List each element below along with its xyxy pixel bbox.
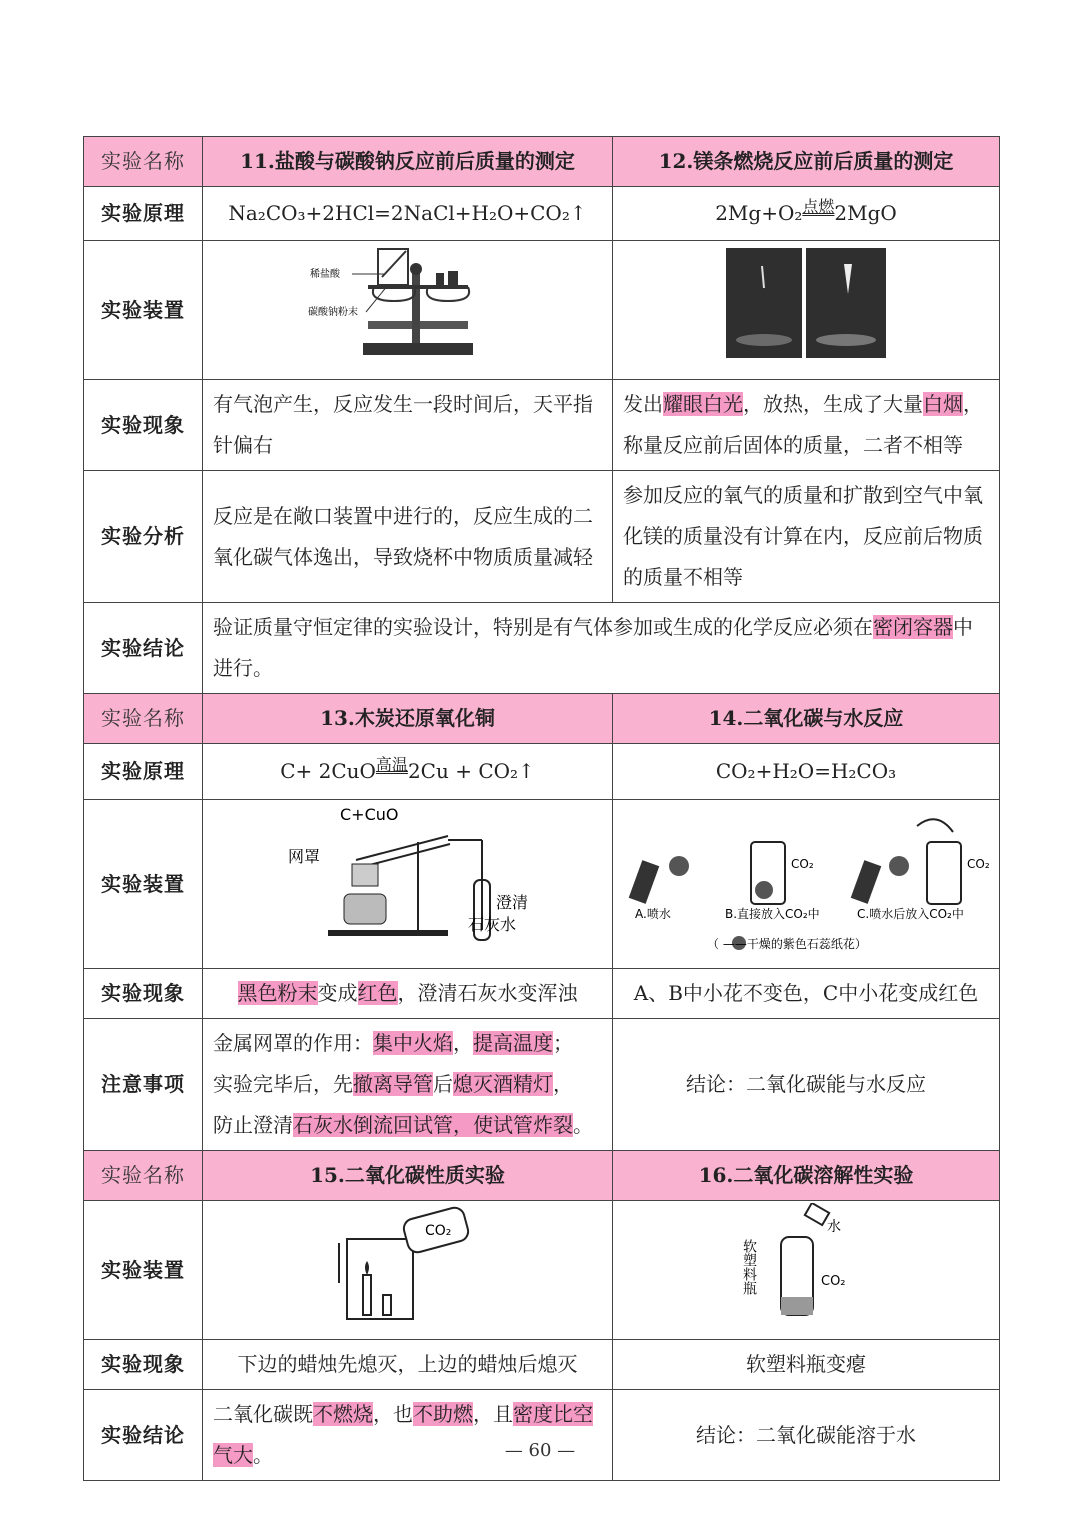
row-label-analysis: 实验分析 bbox=[84, 471, 203, 603]
exp11-equation: Na₂CO₃+2HCl=2NaCl+H₂O+CO₂↑ bbox=[203, 187, 613, 241]
label-mesh: 网罩 bbox=[287, 847, 320, 866]
apparatus-row-13-14 bbox=[84, 800, 1000, 969]
co2-water-diagram bbox=[621, 802, 991, 952]
experiment-table bbox=[83, 136, 1000, 1481]
flower-a bbox=[669, 856, 689, 876]
notes-row-13-14 bbox=[84, 1019, 1000, 1151]
row-label-apparatus: 实验装置 bbox=[84, 241, 203, 380]
exp12-title: 12.镁条燃烧反应前后质量的测定 bbox=[613, 137, 1000, 187]
arrow-icon bbox=[917, 819, 953, 832]
conclusion-row-11-12 bbox=[84, 603, 1000, 694]
row-label-principle: 实验原理 bbox=[84, 187, 203, 241]
exp14-phenomenon: A、B中小花不变色，C中小花变成红色 bbox=[613, 969, 1000, 1019]
phenomenon-row-15-16 bbox=[84, 1340, 1000, 1390]
exp13-title: 13.木炭还原氧化铜 bbox=[203, 694, 613, 744]
candle-low bbox=[363, 1275, 371, 1315]
exp13-apparatus bbox=[203, 800, 613, 969]
highlight: 白烟 bbox=[923, 392, 963, 416]
exp14-conclusion: 结论：二氧化碳能与水反应 bbox=[613, 1019, 1000, 1151]
label-a: A.喷水 bbox=[635, 907, 671, 921]
test-tube bbox=[382, 251, 406, 277]
row-label-name: 实验名称 bbox=[84, 694, 203, 744]
phenomenon-row-11-12 bbox=[84, 380, 1000, 471]
row-label-name: 实验名称 bbox=[84, 137, 203, 187]
highlight: 不助燃 bbox=[413, 1402, 473, 1426]
exp16-title: 16.二氧化碳溶解性实验 bbox=[613, 1151, 1000, 1201]
label-water: 水 bbox=[827, 1219, 841, 1235]
water-level bbox=[781, 1297, 813, 1315]
exp12-equation bbox=[613, 187, 1000, 241]
row-label-apparatus: 实验装置 bbox=[84, 800, 203, 969]
apparatus-row-11-12 bbox=[84, 241, 1000, 380]
exp11-apparatus bbox=[203, 241, 613, 380]
beaker bbox=[347, 1239, 413, 1319]
jar-c bbox=[927, 842, 961, 904]
principle-row-11-12 bbox=[84, 187, 1000, 241]
label-acid: 稀盐酸 bbox=[309, 269, 340, 280]
exp15-apparatus bbox=[203, 1201, 613, 1340]
flower-b bbox=[755, 881, 773, 899]
conclusion-11-12: 验证质量守恒定律的实验设计，特别是有气体参加或生成的化学反应必须在密闭容器中进行。 bbox=[203, 603, 1000, 694]
label-co2-c: CO₂ bbox=[967, 857, 990, 871]
exp12-eq-condition: 点燃 bbox=[802, 196, 835, 216]
highlight: 提高温度 bbox=[473, 1031, 553, 1055]
phenomenon-row-13-14 bbox=[84, 969, 1000, 1019]
label-powder: 碳酸钠粉末 bbox=[307, 307, 358, 318]
mesh-hood bbox=[352, 864, 378, 886]
exp12-apparatus bbox=[613, 241, 1000, 380]
header-row-13-14 bbox=[84, 694, 1000, 744]
candle-high bbox=[383, 1295, 391, 1315]
exp11-title: 11.盐酸与碳酸钠反应前后质量的测定 bbox=[203, 137, 613, 187]
row-label-phenomenon: 实验现象 bbox=[84, 380, 203, 471]
highlight: 密闭容器 bbox=[873, 615, 953, 639]
highlight: 黑色粉末 bbox=[237, 981, 318, 1005]
exp12-analysis: 参加反应的氧气的质量和扩散到空气中氧化镁的质量没有计算在内，反应前后物质的质量不相等 bbox=[613, 471, 1000, 603]
header-row-11-12 bbox=[84, 137, 1000, 187]
highlight: 密度比空气大 bbox=[213, 1402, 593, 1467]
row-label-name: 实验名称 bbox=[84, 1151, 203, 1201]
highlight: 集中火焰 bbox=[373, 1031, 453, 1055]
balance-diagram bbox=[308, 243, 508, 363]
highlight: 不燃烧 bbox=[313, 1402, 373, 1426]
exp13-phenomenon: 黑色粉末变成红色，澄清石灰水变浑浊 bbox=[203, 969, 613, 1019]
exp12-phenomenon: 发出耀眼白光，放热，生成了大量白烟，称量反应前后固体的质量，二者不相等 bbox=[613, 380, 1000, 471]
label-reactant: C+CuO bbox=[339, 805, 398, 824]
exp16-apparatus bbox=[613, 1201, 1000, 1340]
exp12-eq-right: 2MgO bbox=[834, 200, 897, 225]
row-label-principle: 实验原理 bbox=[84, 744, 203, 800]
label-co2: CO₂ bbox=[424, 1223, 451, 1239]
magnesium-photo bbox=[726, 248, 886, 358]
flower-c bbox=[889, 856, 909, 876]
row-label-phenomenon: 实验现象 bbox=[84, 1340, 203, 1390]
water-beaker bbox=[805, 1203, 829, 1225]
flame-icon bbox=[365, 1261, 369, 1275]
label-co2: CO₂ bbox=[821, 1274, 846, 1289]
conclusion-row-15-16 bbox=[84, 1390, 1000, 1481]
highlight: 撤离导管 bbox=[353, 1072, 433, 1096]
label-b: B.直接放入CO₂中 bbox=[725, 907, 820, 921]
exp14-title: 14.二氧化碳与水反应 bbox=[613, 694, 1000, 744]
row-label-conclusion: 实验结论 bbox=[84, 1390, 203, 1481]
legend-text: （ ——干燥的紫色石蕊纸花） bbox=[707, 937, 867, 951]
page-number: — 60 — bbox=[504, 1440, 576, 1461]
exp14-equation: CO₂+H₂O=H₂CO₃ bbox=[613, 744, 1000, 800]
carbon-reduction-diagram bbox=[288, 802, 528, 952]
label-limewater-2: 石灰水 bbox=[467, 915, 516, 934]
exp13-eq-condition: 高温 bbox=[375, 754, 408, 774]
highlight: 石灰水倒流回试管，使试管炸裂 bbox=[293, 1113, 573, 1137]
label-c: C.喷水后放入CO₂中 bbox=[857, 907, 964, 921]
alcohol-lamp bbox=[344, 894, 386, 924]
label-limewater-1: 澄清 bbox=[495, 893, 528, 912]
analysis-row-11-12 bbox=[84, 471, 1000, 603]
candle-diagram bbox=[333, 1203, 483, 1323]
label-co2-b: CO₂ bbox=[791, 857, 814, 871]
exp12-eq-left: 2Mg+O₂ bbox=[715, 200, 803, 225]
spray-bottle-c bbox=[851, 860, 882, 904]
exp13-equation: C+ 2CuO高温2Cu + CO₂↑ bbox=[203, 744, 613, 800]
exp15-conclusion: 二氧化碳既不燃烧，也不助燃，且密度比空气大。 bbox=[203, 1390, 613, 1481]
exp16-phenomenon: 软塑料瓶变瘪 bbox=[613, 1340, 1000, 1390]
spray-bottle-a bbox=[629, 860, 660, 904]
row-label-apparatus: 实验装置 bbox=[84, 1201, 203, 1340]
exp15-phenomenon: 下边的蜡烛先熄灭，上边的蜡烛后熄灭 bbox=[203, 1340, 613, 1390]
apparatus-row-15-16 bbox=[84, 1201, 1000, 1340]
principle-row-13-14 bbox=[84, 744, 1000, 800]
row-label-phenomenon: 实验现象 bbox=[84, 969, 203, 1019]
highlight: 熄灭酒精灯 bbox=[453, 1072, 553, 1096]
label-bottle: 软塑料瓶 bbox=[741, 1239, 757, 1295]
exp11-phenomenon: 有气泡产生，反应发生一段时间后，天平指针偏右 bbox=[203, 380, 613, 471]
exp15-title: 15.二氧化碳性质实验 bbox=[203, 1151, 613, 1201]
balance-base bbox=[363, 343, 473, 355]
bottle-diagram bbox=[741, 1203, 871, 1323]
exp13-notes: 金属网罩的作用：集中火焰，提高温度； 实验完毕后，先撤离导管后熄灭酒精灯， 防止澄清石灰水倒流回试管，使试管炸裂。 bbox=[203, 1019, 613, 1151]
exp16-conclusion: 结论：二氧化碳能溶于水 bbox=[613, 1390, 1000, 1481]
highlight: 红色 bbox=[357, 981, 398, 1005]
highlight: 耀眼白光 bbox=[663, 392, 743, 416]
header-row-15-16 bbox=[84, 1151, 1000, 1201]
row-label-conclusion: 实验结论 bbox=[84, 603, 203, 694]
exp11-analysis: 反应是在敞口装置中进行的，反应生成的二氧化碳气体逸出，导致烧杯中物质质量减轻 bbox=[203, 471, 613, 603]
exp14-apparatus bbox=[613, 800, 1000, 969]
row-label-notes: 注意事项 bbox=[84, 1019, 203, 1151]
